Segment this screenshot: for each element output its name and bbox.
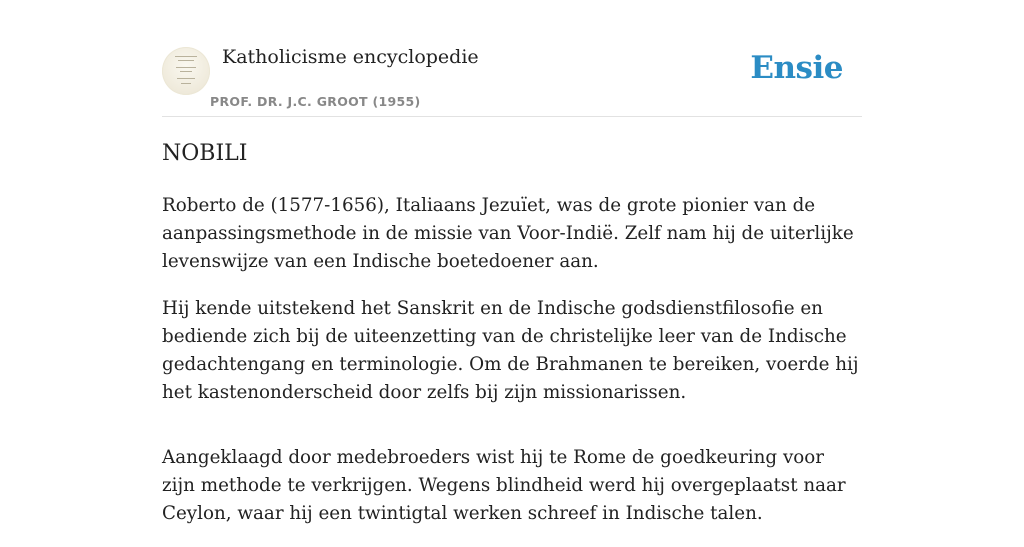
entry-title: NOBILI (162, 141, 248, 166)
author-credit: PROF. DR. J.C. GROOT (1955) (210, 94, 421, 109)
entry-paragraph: Hij kende uitstekend het Sanskrit en de Indische godsdienstfilosofie en bediende zich bij de uiteenzetting van de christelijke leer van de Indische gedachtengang en terminologie. Om de Brahmanen te bereiken, voerde hij het kastenonderscheid door zelfs bij zijn missionarissen. (162, 298, 859, 403)
page (162, 0, 862, 524)
entry-body (162, 192, 862, 547)
header (162, 0, 862, 117)
ensie-logo[interactable]: Ensie (750, 50, 843, 86)
entry-paragraph: Roberto de (1577-1656), Italiaans Jezuïet, was de grote pionier van de aanpassingsmethode in de missie van Voor-Indië. Zelf nam hij de uiterlijke levenswijze van een Indische boetedoener aan. (162, 195, 854, 272)
entry-paragraph: Aangeklaagd door medebroeders wist hij te Rome de goedkeuring voor zijn methode te verkrijgen. Wegens blindheid werd hij overgeplaatst naar Ceylon, waar hij een twintigtal werken schreef in Indische talen. (162, 447, 846, 524)
encyclopedia-title[interactable]: Katholicisme encyclopedie (222, 46, 479, 68)
book-cover-thumbnail[interactable] (162, 47, 210, 95)
